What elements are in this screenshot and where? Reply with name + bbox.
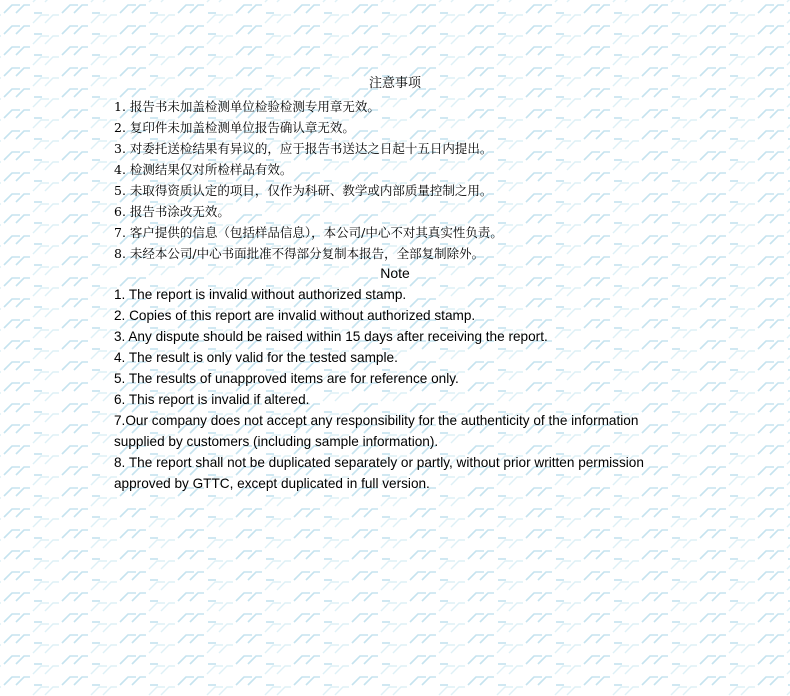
notice-list-en xyxy=(114,284,684,494)
notice-item-cn-2: 2. 复印件未加盖检测单位报告确认章无效。 xyxy=(114,120,355,135)
notice-item-cn-7: 7. 客户提供的信息（包括样品信息），本公司/中心不对其真实性负责。 xyxy=(114,225,503,240)
notice-item-en-5-line-1: 5. The results of unapproved items are for reference only. xyxy=(114,371,459,386)
notice-item-cn-5: 5. 未取得资质认定的项目，仅作为科研、教学或内部质量控制之用。 xyxy=(114,183,493,198)
notice-list-cn xyxy=(114,96,503,264)
notice-item-en-6-line-1: 6. This report is invalid if altered. xyxy=(114,392,310,407)
notice-item-cn-6: 6. 报告书涂改无效。 xyxy=(114,204,230,219)
notice-item-cn-3: 3. 对委托送检结果有异议的，应于报告书送达之日起十五日内提出。 xyxy=(114,141,493,156)
notice-item-en-2 xyxy=(114,305,684,326)
notice-item-en-8-line-2: approved by GTTC, except duplicated in full version. xyxy=(114,476,430,491)
notice-title-cn: 注意事项 xyxy=(368,76,421,91)
notice-item-cn-8: 8. 未经本公司/中心书面批准不得部分复制本报告，全部复制除外。 xyxy=(114,246,485,261)
notice-item-en-4 xyxy=(114,347,684,368)
notice-item-en-7-line-1: 7.Our company does not accept any responsibility for the authenticity of the information xyxy=(114,413,639,428)
notice-title-en: Note xyxy=(380,265,410,281)
notice-item-en-5 xyxy=(114,368,684,389)
notice-item-cn-4: 4. 检测结果仅对所检样品有效。 xyxy=(114,162,293,177)
notice-item-en-1 xyxy=(114,284,684,305)
notice-item-en-8 xyxy=(114,452,684,494)
notice-item-en-1-line-1: 1. The report is invalid without authorized stamp. xyxy=(114,287,407,302)
notice-item-en-2-line-1: 2. Copies of this report are invalid without authorized stamp. xyxy=(114,308,476,323)
notice-item-en-3-line-1: 3. Any dispute should be raised within 15 days after receiving the report. xyxy=(114,329,548,344)
notice-item-en-3 xyxy=(114,326,684,347)
notice-item-en-7-line-2: supplied by customers (including sample information). xyxy=(114,434,439,449)
notice-item-cn-1: 1. 报告书未加盖检测单位检验检测专用章无效。 xyxy=(114,99,380,114)
notice-item-en-7 xyxy=(114,410,684,452)
notice-item-en-4-line-1: 4. The result is only valid for the tested sample. xyxy=(114,350,398,365)
notice-item-en-6 xyxy=(114,389,684,410)
notice-item-en-8-line-1: 8. The report shall not be duplicated separately or partly, without prior written permission xyxy=(114,455,644,470)
